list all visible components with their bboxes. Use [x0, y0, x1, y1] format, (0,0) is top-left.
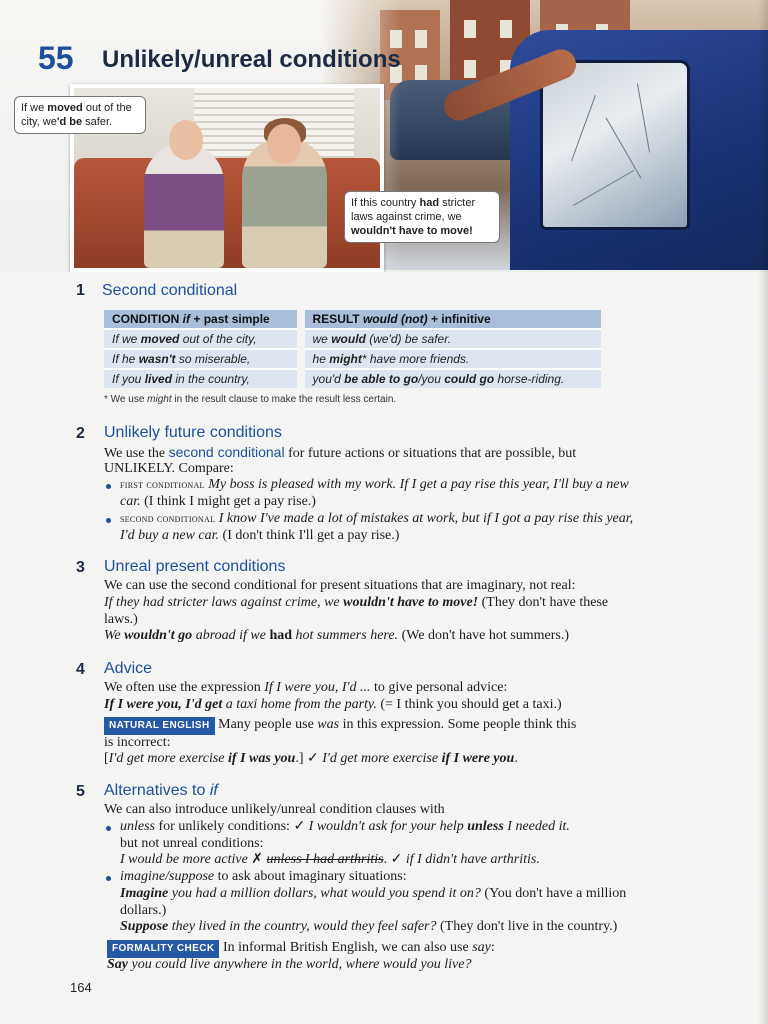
natural-english-note-cont: is incorrect: — [104, 735, 171, 750]
table-header-result: RESULT would (not) + infinitive — [301, 310, 601, 329]
section-number: 5 — [76, 783, 85, 800]
bullet-icon — [106, 518, 111, 523]
smashed-car-window — [540, 60, 690, 230]
page-number: 164 — [70, 980, 92, 995]
section-number: 2 — [76, 425, 85, 442]
natural-english-example: [I'd get more exercise if I was you.] ✓ I'd get more exercise if I were you. — [104, 751, 518, 766]
example-sentence: If I were you, I'd get a taxi home from the party. (= I think you should get a taxi.) — [104, 697, 562, 712]
unit-number: 55 — [38, 40, 74, 76]
check-icon: ✓ — [293, 819, 309, 834]
sofa — [74, 158, 380, 268]
table-footnote: * We use might in the result clause to make the result less certain. — [104, 394, 397, 405]
example-first-conditional-cont: car. (I think I might get a pay rise.) — [120, 494, 316, 509]
example-sentence-cont: laws.) — [104, 612, 138, 627]
section-number: 4 — [76, 661, 85, 678]
table-header-condition: CONDITION if + past simple — [104, 310, 301, 329]
term-link: second conditional — [168, 444, 285, 460]
second-conditional-table — [104, 310, 601, 388]
example-sentence: We wouldn't go abroad if we had hot summers here. (We don't have hot summers.) — [104, 628, 569, 643]
table-row: If we moved out of the city, we would (we'd) be safer. — [104, 329, 601, 349]
example-second-conditional-cont: I'd buy a new car. (I don't think I'll get a pay rise.) — [120, 528, 400, 543]
section-number: 1 — [76, 282, 85, 299]
section-number: 3 — [76, 559, 85, 576]
unless-example: I would be more active ✗ unless I had arthritis. ✓ if I didn't have arthritis. — [120, 852, 540, 867]
hero-illustration — [0, 0, 768, 272]
section-text: We can also introduce unlikely/unreal condition clauses with — [104, 802, 445, 817]
check-icon: ✓ — [303, 751, 323, 766]
section-text: We often use the expression If I were you, I'd ... to give personal advice: — [104, 680, 508, 695]
example-first-conditional: first conditional My boss is pleased with my work. If I get a pay rise this year, I'll buy a new — [120, 477, 629, 492]
section-text: We can use the second conditional for present situations that are imaginary, not real: — [104, 578, 576, 593]
unless-rule-cont: but not unreal conditions: — [120, 836, 264, 851]
section-text: We use the second conditional for future actions or situations that are possible, but — [104, 444, 577, 461]
speech-bubble-woman: If this country had stricter laws against crime, we wouldn't have to move! — [344, 191, 500, 243]
section-heading: Second conditional — [102, 282, 238, 299]
speech-bubble-man: If we moved out of the city, we'd be safer. — [14, 96, 146, 134]
bullet-icon — [106, 826, 111, 831]
imagine-rule: imagine/suppose to ask about imaginary situations: — [120, 869, 407, 884]
table-row: If he wasn't so miserable, he might* have more friends. — [104, 349, 601, 369]
woman-head — [267, 124, 301, 164]
bullet-icon — [106, 484, 111, 489]
cross-icon: ✗ — [251, 852, 267, 867]
bullet-icon — [106, 876, 111, 881]
table-row: If you lived in the country, you'd be able to go/you could go horse-riding. — [104, 369, 601, 388]
man-head — [169, 120, 203, 160]
example-sentence: If they had stricter laws against crime, we wouldn't have to move! (They don't have these — [104, 595, 609, 610]
man-figure — [144, 143, 224, 268]
natural-english-badge: NATURAL ENGLISH — [104, 717, 215, 735]
section-heading: Alternatives to if — [104, 782, 218, 799]
page-edge-shadow — [758, 0, 768, 1024]
unless-rule: unless for unlikely conditions: ✓ I wouldn't ask for your help unless I needed it. — [120, 819, 570, 834]
section-heading: Advice — [104, 660, 153, 677]
check-icon: ✓ — [390, 852, 406, 867]
imagine-example-cont: dollars.) — [120, 903, 167, 918]
natural-english-note: NATURAL ENGLISH Many people use was in this expression. Some people think this — [104, 717, 576, 735]
section-heading: Unreal present conditions — [104, 558, 286, 575]
imagine-example: Imagine you had a million dollars, what would you spend it on? (You don't have a million — [120, 886, 627, 901]
formality-check-example: Say you could live anywhere in the world, where would you live? — [107, 957, 472, 972]
formality-check-note: FORMALITY CHECK In informal British English, we can also use say: — [107, 940, 495, 958]
section-text: UNLIKELY. Compare: — [104, 461, 234, 476]
suppose-example: Suppose they lived in the country, would they feel safer? (They don't live in the country.) — [120, 919, 618, 934]
unit-title: Unlikely/unreal conditions — [102, 46, 401, 73]
section-heading: Unlikely future conditions — [104, 424, 282, 441]
example-second-conditional: second conditional I know I've made a lot of mistakes at work, but if I got a pay rise this year, — [120, 511, 634, 526]
formality-check-badge: FORMALITY CHECK — [107, 940, 219, 958]
